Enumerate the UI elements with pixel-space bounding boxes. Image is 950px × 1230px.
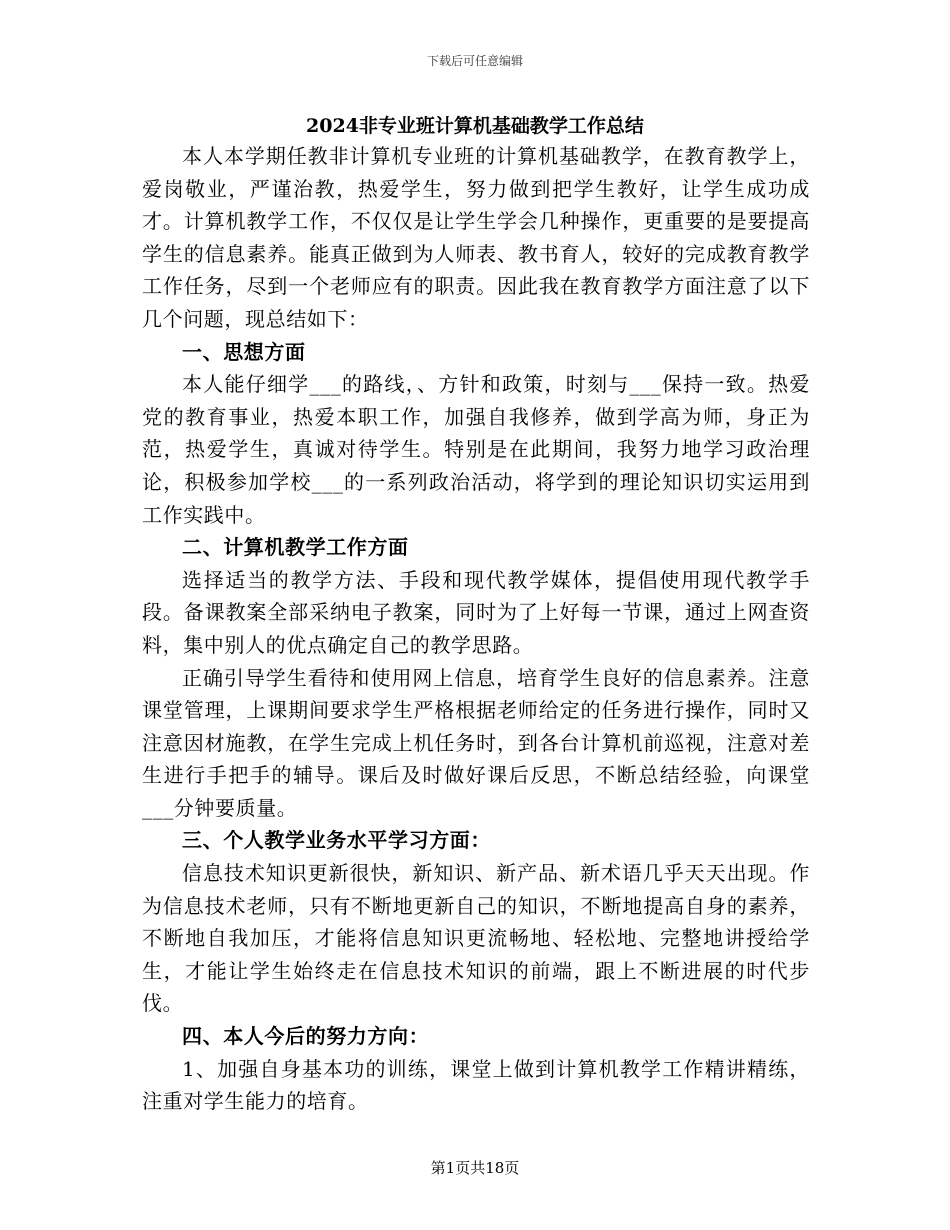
section-heading-thought: 一、思想方面 [182,339,306,364]
direction-paragraph-1: 1、加强自身基本功的训练，课堂上做到计算机教学工作精讲精练，注重对学生能力的培育。 [142,1056,810,1114]
header-note: 下载后可任意编辑 [426,54,523,68]
intro-paragraph: 本人本学期任教非计算机专业班的计算机基础教学，在教育教学上，爱岗敬业，严谨治教，热爱学生，努力做到把学生教好，让学生成功成才。计算机教学工作，不仅仅是让学生学会几种操作，更重要的是要提高学生的信息素养。能真正做到为人师表、教书育人，较好的完成教育教学工作任务，尽到一个老师应有的职责。因此我在教育教学方面注意了以下几个问题，现总结如下： [142,144,810,331]
study-paragraph: 信息技术知识更新很快，新知识、新产品、新术语几乎天天出现。作为信息技术老师，只有不断地更新自己的知识，不断地提高自身的素养，不断地自我加压，才能将信息知识更流畅地、轻松地、完整地讲授给学生，才能让学生始终走在信息技术知识的前端，跟上不断进展的时代步伐。 [142,861,810,1016]
teaching-paragraph-1: 选择适当的教学方法、手段和现代教学媒体，提倡使用现代教学手段。备课教案全部采纳电子教案，同时为了上好每一节课，通过上网查资料，集中别人的优点确定自己的教学思路。 [142,567,810,657]
document-title: 2024非专业班计算机基础教学工作总结 [306,115,644,137]
section-heading-teaching: 二、计算机教学工作方面 [182,535,409,560]
section-heading-study: 三、个人教学业务水平学习方面： [182,828,491,853]
page-footer: 第1页共18页 [430,1159,520,1177]
teaching-paragraph-2: 正确引导学生看待和使用网上信息，培育学生良好的信息素养。注意课堂管理，上课期间要求学生严格根据老师给定的任务进行操作，同时又注意因材施教，在学生完成上机任务时，到各台计算机前巡视，注意对差生进行手把手的辅导。课后及时做好课后反思，不断总结经验，向课堂___分钟要质量。 [142,665,810,820]
document-body [142,140,810,1118]
section-heading-direction: 四、本人今后的努力方向： [182,1024,430,1049]
thought-paragraph: 本人能仔细学___的路线，、方针和政策，时刻与___保持一致。热爱党的教育事业，热爱本职工作，加强自我修养，做到学高为师，身正为范，热爱学生，真诚对待学生。特别是在此期间，我努力地学习政治理论，积极参加学校___的一系列政治活动，将学到的理论知识切实运用到工作实践中。 [142,372,810,527]
